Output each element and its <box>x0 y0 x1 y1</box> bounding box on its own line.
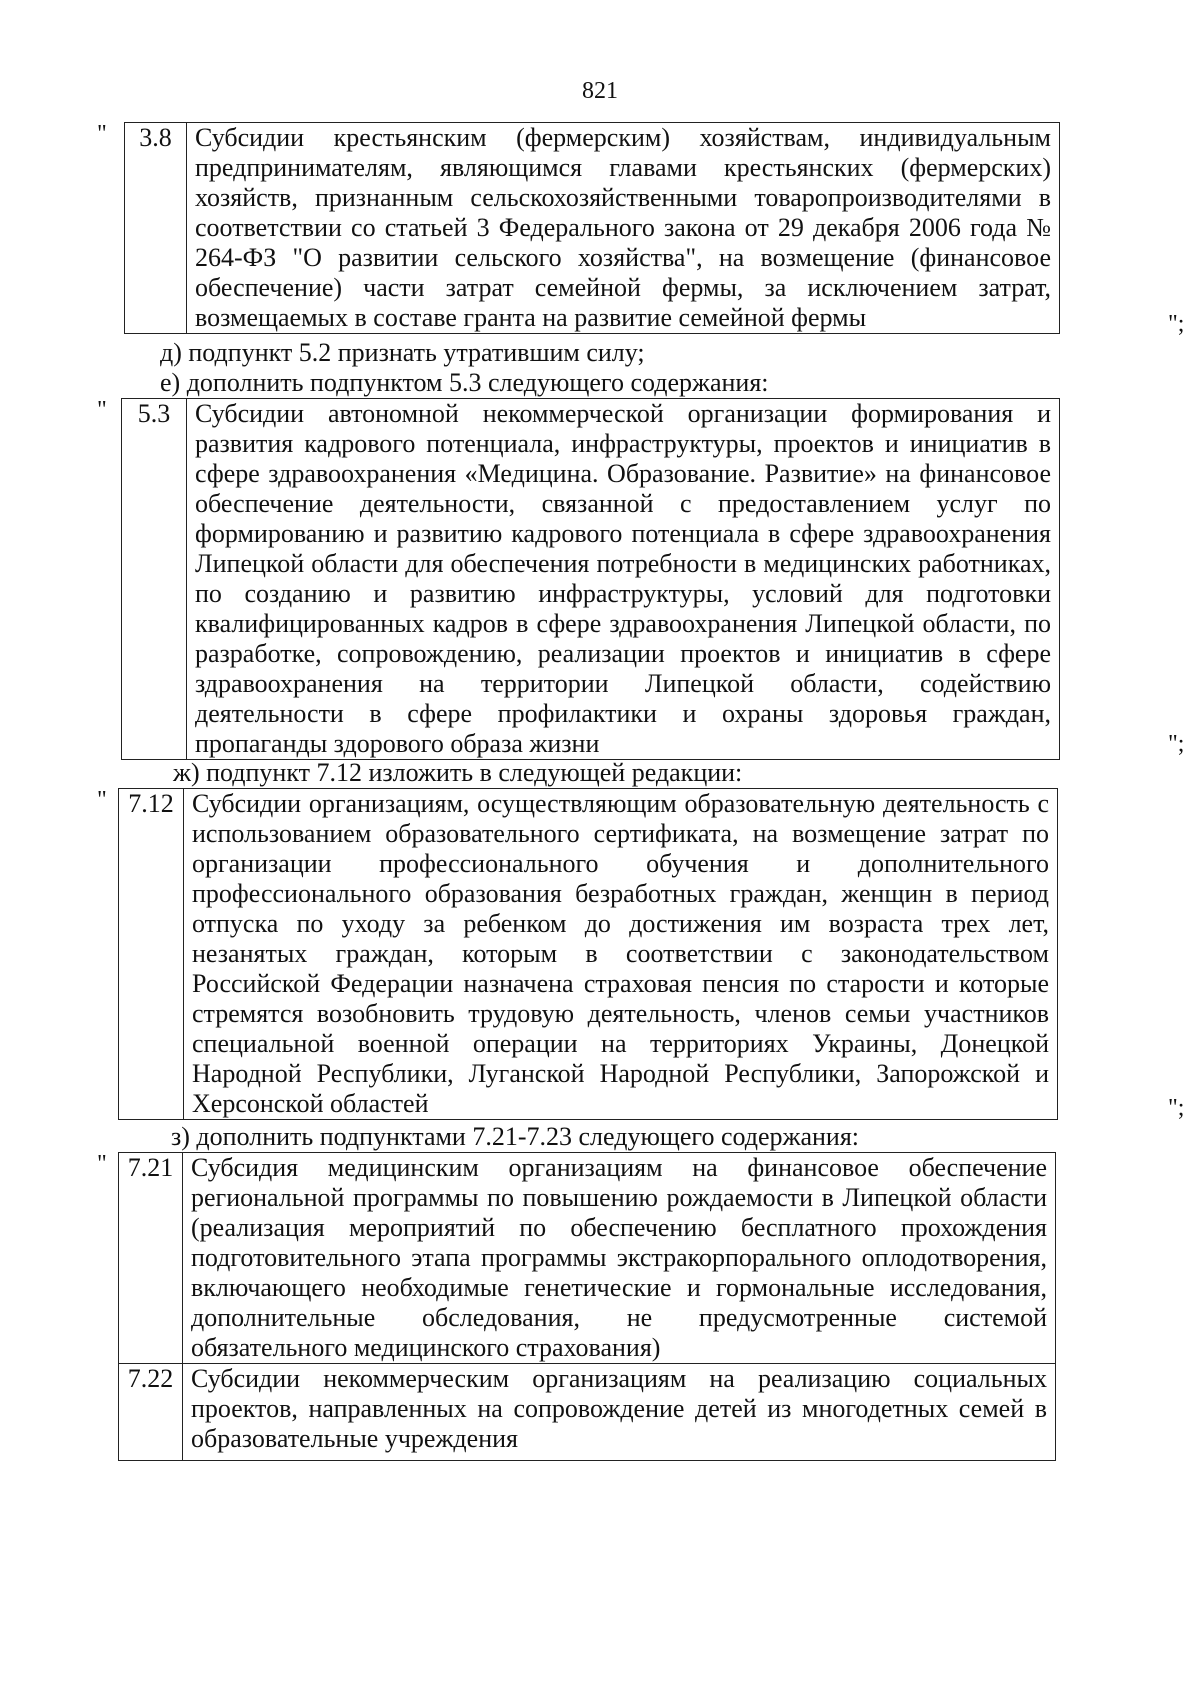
item-table-7-21 <box>118 1152 1056 1461</box>
page-number: 821 <box>582 78 618 104</box>
opening-quote: " <box>97 397 107 423</box>
table-row <box>125 123 1060 334</box>
item-table-7-12 <box>118 788 1058 1120</box>
item-number: 7.21 <box>119 1153 183 1364</box>
instruction-d: д) подпункт 5.2 признать утратившим силу; <box>160 338 645 367</box>
closing-quote: "; <box>1168 311 1185 337</box>
item-text: Субсидии организациям, осуществляющим образовательную деятельность с использованием образовательного сертификата, на возмещение затрат по организации профессионального обучения и дополнительного профессионального образования безработных граждан, женщин в период отпуска по уходу за ребенком до достижения им возраста трех лет, незанятых граждан, которым в соответствии с законодательством Российской Федерации назначена страховая пенсия по старости и которые стремятся возобновить трудовую деятельность, членов семьи участников специальной военной операции на территориях Украины, Донецкой Народной Республики, Луганской Народной Республики, Запорожской и Херсонской областей <box>184 789 1058 1120</box>
item-number: 7.12 <box>119 789 184 1120</box>
table-row <box>119 1364 1056 1461</box>
item-text: Субсидии автономной некоммерческой организации формирования и развития кадрового потенциала, инфраструктуры, проектов и инициатив в сфере здравоохранения «Медицина. Образование. Развитие» на финансовое обеспечение деятельности, связанной с предоставлением услуг по формированию и развитию кадрового потенциала в сфере здравоохранения Липецкой области для обеспечения потребности в медицинских работниках, по созданию и развитию инфраструктуры, условий для подготовки квалифицированных кадров в сфере здравоохранения Липецкой области, по разработке, сопровождению, реализации проектов и инициатив в сфере здравоохранения на территории Липецкой области, содействию деятельности в сфере профилактики и охраны здоровья граждан, пропаганды здорового образа жизни <box>187 399 1060 760</box>
item-text: Субсидии некоммерческим организациям на реализацию социальных проектов, направленных на сопровождение детей из многодетных семей в образовательные учреждения <box>183 1364 1056 1461</box>
closing-quote: "; <box>1168 1095 1185 1121</box>
table-row <box>119 789 1058 1120</box>
instruction-z: з) дополнить подпунктами 7.21-7.23 следующего содержания: <box>171 1122 860 1151</box>
opening-quote: " <box>97 787 107 813</box>
table-row <box>122 399 1060 760</box>
item-text: Субсидии крестьянским (фермерским) хозяйствам, индивидуальным предпринимателям, являющимся главами крестьянских (фермерских) хозяйств, признанным сельскохозяйственными товаропроизводителями в соответствии со статьей 3 Федерального закона от 29 декабря 2006 года № 264-ФЗ "О развитии сельского хозяйства", на возмещение (финансовое обеспечение) части затрат семейной фермы, за исключением затрат, возмещаемых в составе гранта на развитие семейной фермы <box>187 123 1060 334</box>
item-number: 3.8 <box>125 123 187 334</box>
closing-quote: "; <box>1168 731 1185 757</box>
item-number: 7.22 <box>119 1364 183 1461</box>
table-row <box>119 1153 1056 1364</box>
item-number: 5.3 <box>122 399 187 760</box>
item-table-5-3 <box>121 398 1060 760</box>
instruction-e: е) дополнить подпунктом 5.3 следующего содержания: <box>160 368 769 397</box>
instruction-zh: ж) подпункт 7.12 изложить в следующей редакции: <box>173 758 743 787</box>
item-text: Субсидия медицинским организациям на финансовое обеспечение региональной программы по повышению рождаемости в Липецкой области (реализация мероприятий по обеспечению бесплатного прохождения подготовительного этапа программы экстракорпорального оплодотворения, включающего необходимые генетические и гормональные исследования, дополнительные обследования, не предусмотренные системой обязательного медицинского страхования) <box>183 1153 1056 1364</box>
item-table-3-8 <box>124 122 1060 334</box>
opening-quote: " <box>97 121 107 147</box>
opening-quote: " <box>97 1151 107 1177</box>
